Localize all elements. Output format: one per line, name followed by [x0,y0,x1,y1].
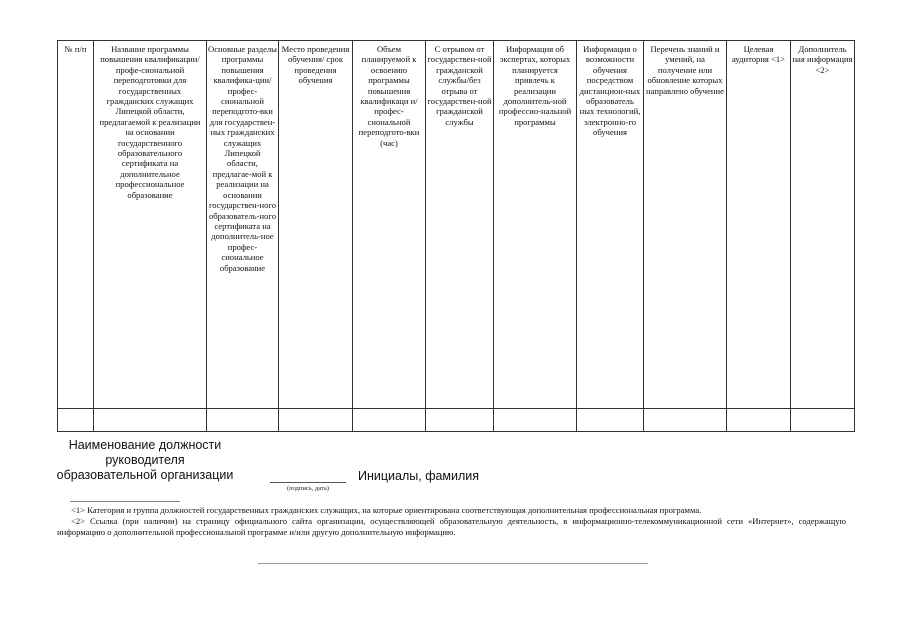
signature-caption: (подпись, дата) [286,485,330,492]
header-experts: Информация об экспертах, которых планируется привлечь к реализации дополнитель-ной профессио-нальной программы [494,41,577,409]
table-header-row [58,41,855,409]
table-cell [353,409,426,432]
footnote-2: <2> Ссылка (при наличии) на страницу официального сайта организации, осуществляющей образовательную деятельность, в информационно-телекоммуникационной сети «Интернет», содержащую информацию о дополнительной профессиональной программе и/или другую дополнительную информацию. [57,516,846,537]
table-cell [94,409,207,432]
header-volume-hours: Объем планируемой к освоению программы повышения квалификаци и/профес-сиональной переподгото-вки (час) [353,41,426,409]
footnotes [57,505,846,538]
header-distance-learning: Информация о возможности обучения посредством дистанцион-ных образователь ных технологий, электронно-го обучения [577,41,644,409]
header-place-term: Место проведения обучения/ срок проведения обучения [279,41,353,409]
header-number: № п/п [58,41,94,409]
table-cell [279,409,353,432]
program-table [57,40,855,432]
initials-label: Инициалы, фамилия [358,469,480,483]
signature-line [270,482,346,483]
footnote-1: <1> Категория и группа должностей государственных гражданских служащих, на которые ориентирована соответствующая дополнительная профессиональная программа. [71,505,702,515]
header-additional-info: Дополнитель ная информация <2> [791,41,855,409]
header-skills-list: Перечень знаний и умений, на получение или обновление которых направлено обучение [644,41,727,409]
table-cell [426,409,494,432]
bottom-divider [258,563,648,564]
table-row [58,409,855,432]
header-program-name: Название программы повышения квалификации/профе-сиональной переподготовки для государственных гражданских служащих Липецкой области, предлагаемой к реализации на основании государственного образовательного сертификата на дополнительное профессиональное образование [94,41,207,409]
table-cell [207,409,279,432]
table-cell [577,409,644,432]
table-cell [494,409,577,432]
header-service-mode: С отрывом от государствен-ной гражданской службы/без отрыва от государствен-ной гражданской службы [426,41,494,409]
table-cell [644,409,727,432]
table-cell [58,409,94,432]
header-target-audience: Целевая аудитория <1> [727,41,791,409]
table-cell [727,409,791,432]
footnote-divider [70,501,180,502]
header-main-sections: Основные разделы программы повышения квалифика-ции/профес-сиональной переподгото-вки для государствен-ных гражданских служащих Липецкой области, предлагае-мой к реализации на основании государствен-ного образователь-ного сертификата на дополнитель-ное профес-сиональное образование [207,41,279,409]
position-title: Наименование должности руководителя образовательной организации [56,438,234,482]
table-cell [791,409,855,432]
